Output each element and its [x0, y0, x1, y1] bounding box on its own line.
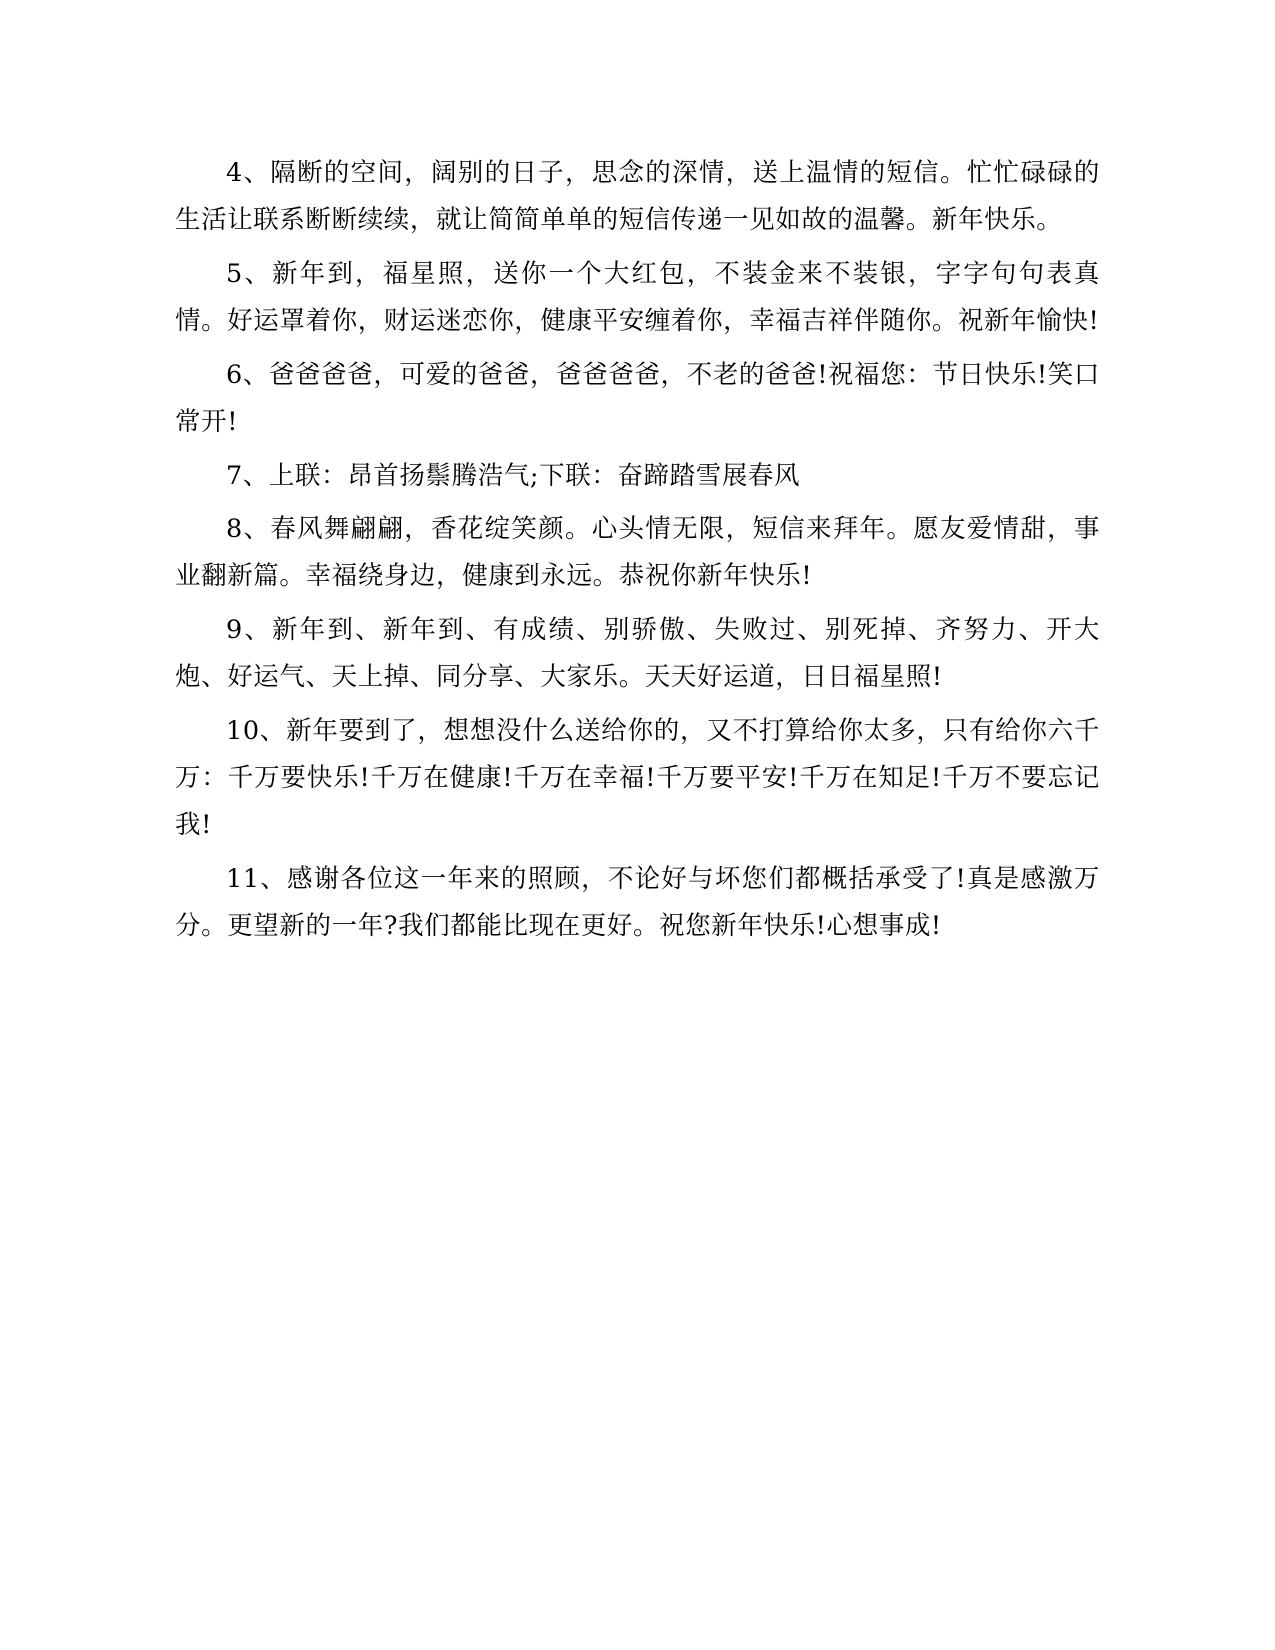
paragraph: 8、春风舞翩翩，香花绽笑颜。心头情无限，短信来拜年。愿友爱情甜，事业翻新篇。幸福绕身边，健康到永远。恭祝你新年快乐! [175, 513, 1100, 592]
paragraph: 5、新年到，福星照，送你一个大红包，不装金来不装银，字字句句表真情。好运罩着你，财运迷恋你，健康平安缠着你，幸福吉祥伴随你。祝新年愉快! [175, 258, 1100, 337]
paragraph: 4、隔断的空间，阔别的日子，思念的深情，送上温情的短信。忙忙碌碌的生活让联系断断续续，就让简简单单的短信传递一见如故的温馨。新年快乐。 [175, 158, 1100, 236]
paragraph: 9、新年到、新年到、有成绩、别骄傲、失败过、别死掉、齐努力、开大炮、好运气、天上掉、同分享、大家乐。天天好运道，日日福星照! [175, 614, 1100, 693]
paragraph: 10、新年要到了，想想没什么送给你的，又不打算给你太多，只有给你六千万：千万要快乐!千万在健康!千万在幸福!千万要平安!千万在知足!千万不要忘记我! [175, 715, 1100, 841]
document-body [175, 150, 1100, 951]
paragraph: 11、感谢各位这一年来的照顾，不论好与坏您们都概括承受了!真是感激万分。更望新的一年?我们都能比现在更好。祝您新年快乐!心想事成! [175, 863, 1100, 942]
paragraph: 7、上联：昂首扬鬃腾浩气;下联：奋蹄踏雪展春风 [226, 460, 801, 491]
paragraph: 6、爸爸爸爸，可爱的爸爸，爸爸爸爸，不老的爸爸!祝福您：节日快乐!笑口常开! [175, 359, 1100, 438]
